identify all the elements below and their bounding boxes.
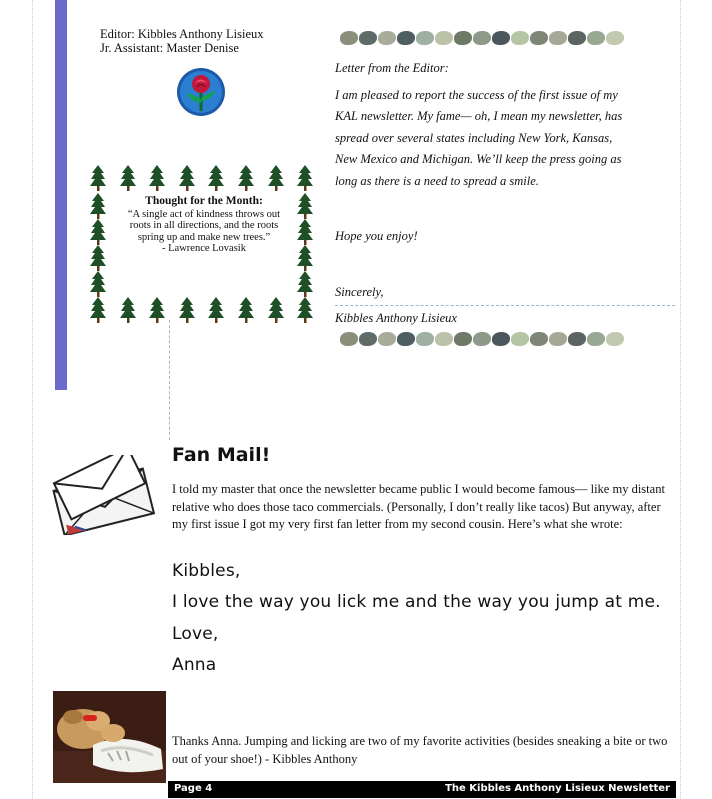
stone-icon xyxy=(416,332,434,346)
stone-icon xyxy=(378,332,396,346)
stone-icon xyxy=(416,31,434,45)
stone-icon xyxy=(606,332,624,346)
stone-border-bottom xyxy=(340,330,625,350)
thought-quote: “A single act of kindness throws out roots in all directions, and the roots spring up and make new trees.” xyxy=(127,208,281,243)
stone-icon xyxy=(549,332,567,346)
tree-icon xyxy=(297,193,313,219)
stone-icon xyxy=(473,31,491,45)
letter-body: I am pleased to report the success of the first issue of my KAL newsletter. My fame— oh, I mean my newsletter, has spread over several states including New York, Kansas, New Mexico and Michigan. We’ll keep the press going as long as there is a need to spread a smile. xyxy=(335,87,623,188)
page-footer xyxy=(168,781,676,798)
fan-note-signature: Anna xyxy=(172,655,217,675)
stone-icon xyxy=(606,31,624,45)
reply-text: Thanks Anna. Jumping and licking are two of my favorite activities (besides sneaking a bite or two out of your shoe!) - Kibbles Anthony xyxy=(172,734,668,766)
tree-icon xyxy=(149,165,165,191)
stone-icon xyxy=(359,332,377,346)
stone-icon xyxy=(587,332,605,346)
tree-icon xyxy=(90,219,106,245)
accent-bar xyxy=(55,0,67,390)
tree-icon xyxy=(297,245,313,271)
frame-guide-left xyxy=(169,320,170,440)
newsletter-name: The Kibbles Anthony Lisieux Newsletter xyxy=(445,783,670,794)
letter-from-editor xyxy=(335,58,633,330)
tree-icon xyxy=(297,297,313,323)
stone-icon xyxy=(435,31,453,45)
stone-icon xyxy=(568,332,586,346)
stone-icon xyxy=(340,332,358,346)
letter-heading: Letter from the Editor: xyxy=(335,61,449,75)
fan-note-greeting: Kibbles, xyxy=(172,561,241,581)
stone-icon xyxy=(568,31,586,45)
fan-mail-heading: Fan Mail! xyxy=(172,444,271,466)
letter-signature: Kibbles Anthony Lisieux xyxy=(335,311,457,325)
tree-icon xyxy=(179,297,195,323)
masthead xyxy=(100,27,264,55)
tree-icon xyxy=(149,297,165,323)
tree-icon xyxy=(179,165,195,191)
tree-icon xyxy=(238,165,254,191)
stone-icon xyxy=(511,31,529,45)
stone-icon xyxy=(549,31,567,45)
tree-icon xyxy=(297,219,313,245)
stone-icon xyxy=(530,332,548,346)
stone-icon xyxy=(492,31,510,45)
page-number: Page 4 xyxy=(174,783,213,794)
fan-mail-body: I told my master that once the newsletter became public I would become famous— like my distant relative who does those taco commercials. (Personally, I don’t really like tacos) But anyway, after my first issue I got my very first fan letter from my second cousin. Here’s what she wrote: xyxy=(172,482,665,531)
tree-icon xyxy=(268,165,284,191)
stone-icon xyxy=(530,31,548,45)
layout-guide-right xyxy=(680,0,681,799)
tree-icon xyxy=(268,297,284,323)
letter-closing: Hope you enjoy! xyxy=(335,229,418,243)
stone-icon xyxy=(511,332,529,346)
thought-title: Thought for the Month: xyxy=(145,195,263,207)
stone-icon xyxy=(454,31,472,45)
tree-icon xyxy=(297,165,313,191)
editor-line: Editor: Kibbles Anthony Lisieux xyxy=(100,27,264,41)
tree-icon xyxy=(297,271,313,297)
stone-icon xyxy=(587,31,605,45)
tree-icon xyxy=(90,193,106,219)
stone-icon xyxy=(397,31,415,45)
fan-note-closing: Love, xyxy=(172,624,219,644)
layout-guide-left xyxy=(32,0,33,799)
stone-icon xyxy=(492,332,510,346)
tree-icon xyxy=(208,297,224,323)
envelope-icon xyxy=(38,455,168,535)
stone-icon xyxy=(397,332,415,346)
tree-icon xyxy=(90,165,106,191)
tree-icon xyxy=(90,297,106,323)
tree-icon xyxy=(90,271,106,297)
assistant-line: Jr. Assistant: Master Denise xyxy=(100,41,239,55)
stone-icon xyxy=(340,31,358,45)
fan-note-message: I love the way you lick me and the way you jump at me. xyxy=(172,592,661,612)
stone-icon xyxy=(435,332,453,346)
tree-icon xyxy=(238,297,254,323)
stone-border-top xyxy=(340,29,625,49)
puppy-photo xyxy=(53,691,166,783)
letter-sincerely: Sincerely, xyxy=(335,284,384,299)
thought-for-the-month xyxy=(118,196,290,255)
stone-icon xyxy=(473,332,491,346)
tree-icon xyxy=(208,165,224,191)
stone-icon xyxy=(359,31,377,45)
stone-icon xyxy=(378,31,396,45)
tree-icon xyxy=(120,165,136,191)
rose-emblem-icon xyxy=(176,67,226,117)
tree-icon xyxy=(90,245,106,271)
thought-author: - Lawrence Lovasik xyxy=(162,243,246,254)
tree-icon xyxy=(120,297,136,323)
stone-icon xyxy=(454,332,472,346)
